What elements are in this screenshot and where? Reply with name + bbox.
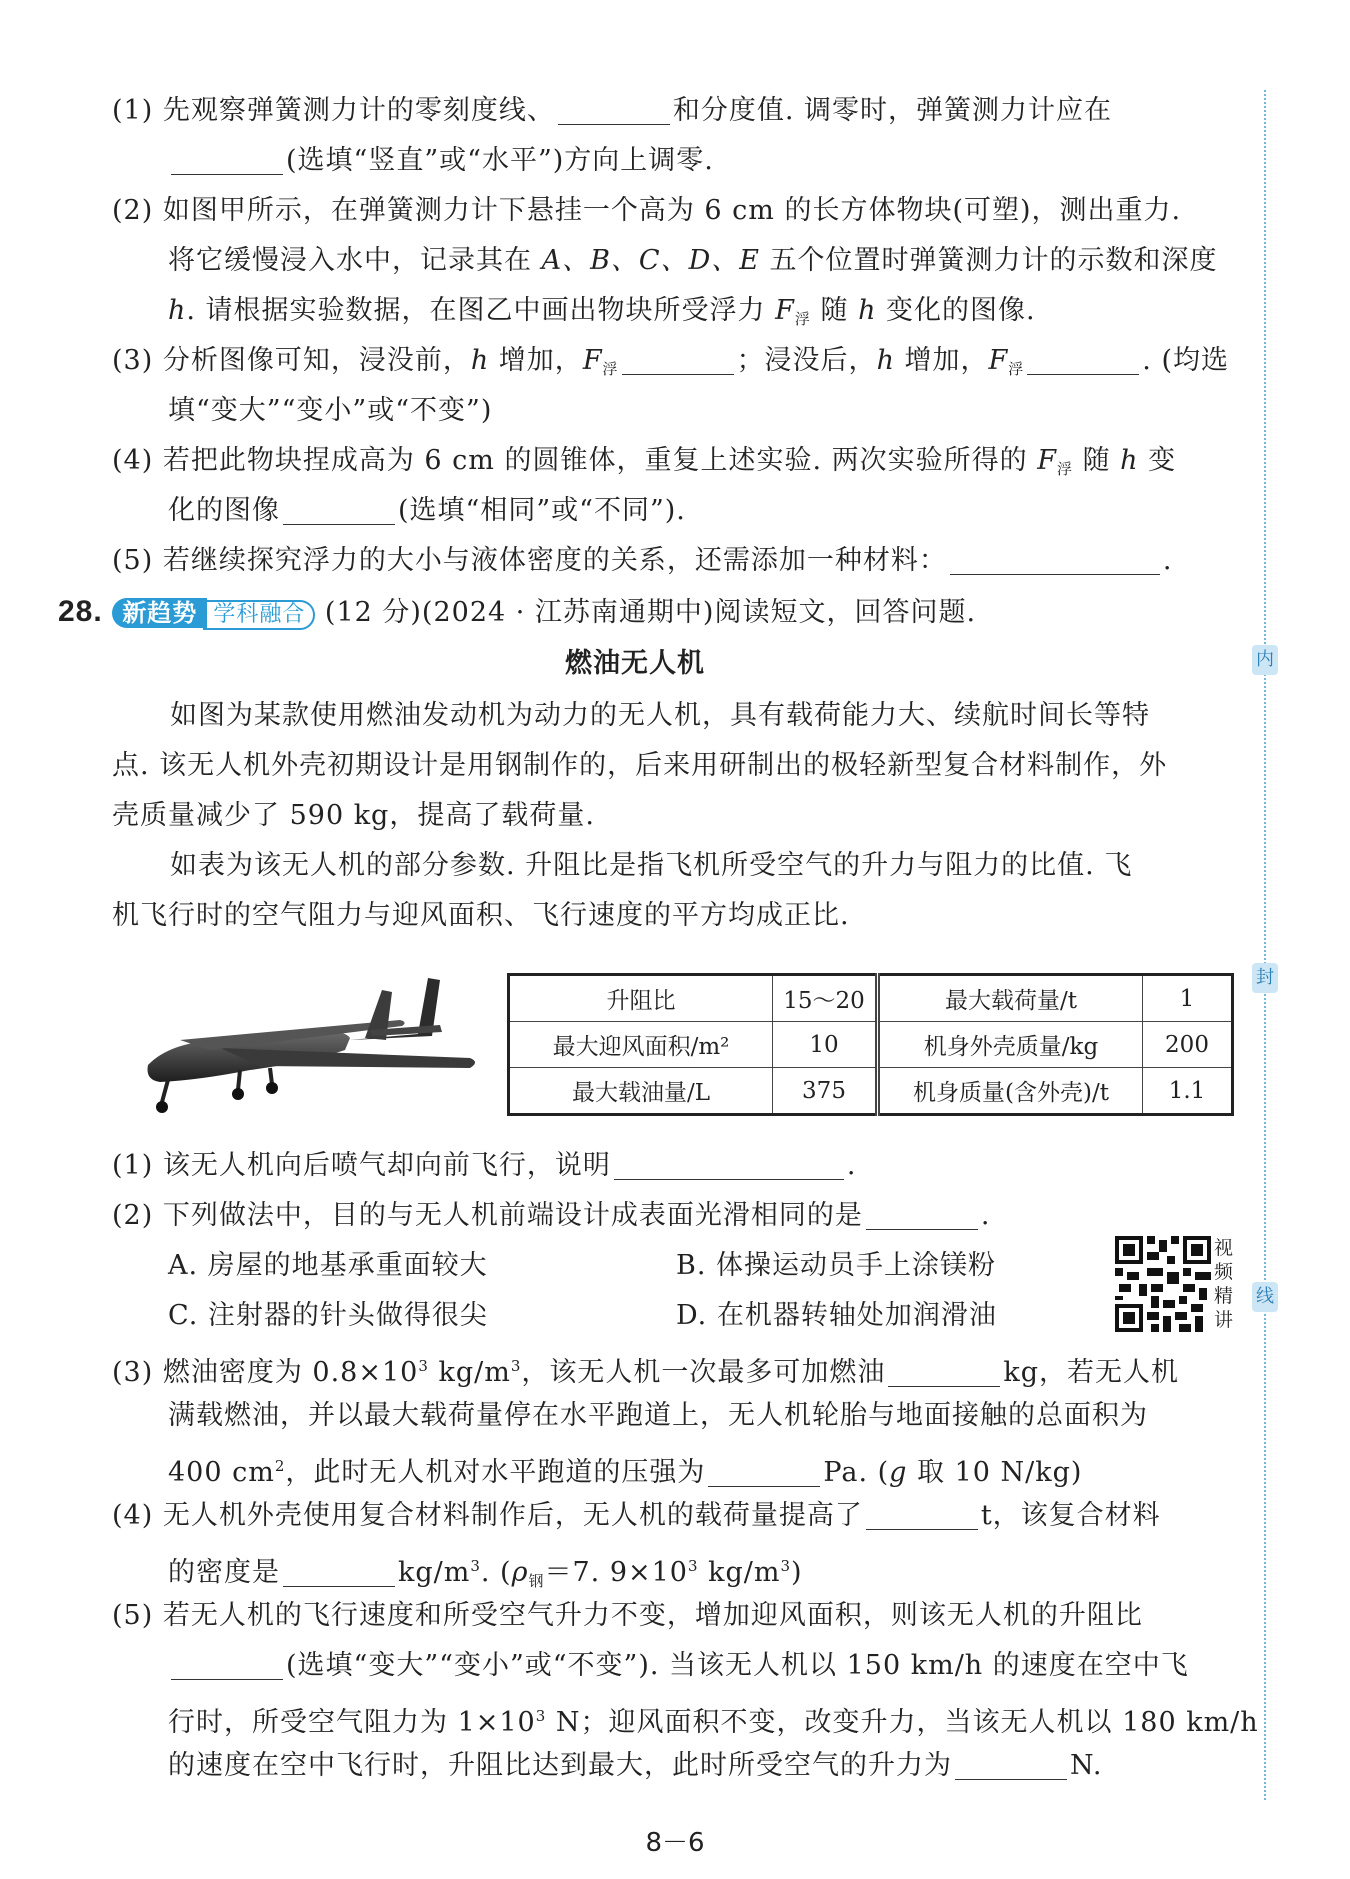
option-d[interactable]: D. 在机器转轴处加润滑油 (676, 1300, 997, 1331)
table-row: 最大载油量/L 375 机身质量(含外壳)/t 1.1 (509, 1068, 1233, 1115)
qr-code-icon[interactable] (1115, 1236, 1211, 1332)
q28-header: 28. 新趋势 学科融合 (12 分)(2024 · 江苏南通期中)阅读短文，回答问题. (58, 595, 977, 628)
drone-image (140, 970, 480, 1120)
q27-part2-line2: 将它缓慢浸入水中，记录其在 A、B、C、D、E 五个位置时弹簧测力计的示数和深度 (168, 245, 1218, 276)
q28-part4-line1: (4) 无人机外壳使用复合材料制作后，无人机的载荷量提高了 t，该复合材料 (112, 1500, 1161, 1531)
answer-blank[interactable] (955, 1751, 1067, 1780)
question-number: 28. (58, 595, 103, 628)
answer-blank[interactable] (708, 1458, 820, 1487)
answer-blank[interactable] (283, 1558, 395, 1587)
parameter-table (507, 973, 1234, 1116)
answer-blank[interactable] (171, 1651, 283, 1680)
option-a[interactable]: A. 房屋的地基承重面较大 (168, 1250, 488, 1281)
q27-part3-line2: 填“变大”“变小”或“不变”) (168, 395, 493, 426)
answer-blank[interactable] (950, 546, 1160, 575)
badge-subject-fusion: 学科融合 (203, 600, 315, 630)
q28-part3-line1: (3) 燃油密度为 $0.8\times 10^3$ $kg/m^3$，该无人机一次最多可加燃油 kg，若无人机 (112, 1357, 1180, 1388)
side-mark-xian: 线 (1252, 1282, 1278, 1312)
side-mark-feng: 封 (1252, 963, 1278, 993)
table-row: 升阻比 15～20 最大载荷量/t 1 (509, 975, 1233, 1022)
answer-blank[interactable] (1027, 346, 1139, 375)
passage-p1-l1: 如图为某款使用燃油发动机为动力的无人机，具有载荷能力大、续航时间长等特 (170, 700, 1150, 731)
passage-title: 燃油无人机 (565, 648, 705, 679)
q28-part5-line2: (选填“变大”“变小”或“不变”). 当该无人机以 150 km/h 的速度在空中飞 (168, 1647, 1189, 1685)
q27-part4-line2: 化的图像 (选填“相同”或“不同”). (168, 495, 686, 526)
q27-part1-line2: (选填“竖直”或“水平”)方向上调零. (168, 142, 714, 180)
q28-part5-line1: (5) 若无人机的飞行速度和所受空气升力不变，增加迎风面积，则该无人机的升阻比 (112, 1600, 1143, 1631)
passage-p1-l3: 壳质量减少了 590 kg，提高了载荷量. (112, 800, 595, 831)
table-row: 最大迎风面积/m² 10 机身外壳质量/kg 200 (509, 1022, 1233, 1068)
answer-blank[interactable] (171, 146, 283, 175)
q28-part1: (1) 该无人机向后喷气却向前飞行，说明 . (112, 1150, 857, 1181)
option-c[interactable]: C. 注射器的针头做得很尖 (168, 1300, 488, 1331)
option-b[interactable]: B. 体操运动员手上涂镁粉 (676, 1250, 997, 1281)
answer-blank[interactable] (866, 1501, 978, 1530)
q28-part3-line3: 400 $cm^2$，此时无人机对水平跑道的压强为 Pa. (g 取 10 N/kg) (168, 1457, 1083, 1488)
answer-blank[interactable] (866, 1201, 978, 1230)
q27-part4-line1: (4) 若把此物块捏成高为 6 cm 的圆锥体，重复上述实验. 两次实验所得的 $F_浮$ 随 h 变 (112, 445, 1177, 478)
q27-part2-line1: (2) 如图甲所示，在弹簧测力计下悬挂一个高为 6 cm 的长方体物块(可塑)，测出重力. (112, 195, 1182, 226)
passage-p2-l2: 机飞行时的空气阻力与迎风面积、飞行速度的平方均成正比. (112, 900, 850, 931)
q28-part5-line4: 的速度在空中飞行时，升阻比达到最大，此时所受空气的升力为 N. (168, 1750, 1103, 1781)
qr-label: 视频精讲 (1214, 1237, 1234, 1331)
q28-part3-line2: 满载燃油，并以最大载荷量停在水平跑道上，无人机轮胎与地面接触的总面积为 (168, 1400, 1148, 1431)
q28-part2: (2) 下列做法中，目的与无人机前端设计成表面光滑相同的是 . (112, 1200, 991, 1231)
q28-part4-line2: 的密度是 $kg/m^3$. ($\rho_钢=7$. $9\times 10^3$ $kg/m^3$) (168, 1557, 803, 1590)
passage-p1-l2: 点. 该无人机外壳初期设计是用钢制作的，后来用研制出的极轻新型复合材料制作，外 (112, 750, 1168, 781)
badge-new-trend: 新趋势 (112, 598, 207, 628)
answer-blank[interactable] (888, 1358, 1000, 1387)
answer-blank[interactable] (558, 96, 670, 125)
q27-part5: (5) 若继续探究浮力的大小与液体密度的关系，还需添加一种材料： . (112, 545, 1173, 576)
answer-blank[interactable] (283, 496, 395, 525)
q27-part1-line1: (1) 先观察弹簧测力计的零刻度线、 和分度值. 调零时，弹簧测力计应在 (112, 95, 1112, 126)
answer-blank[interactable] (614, 1151, 844, 1180)
passage-p2-l1: 如表为该无人机的部分参数. 升阻比是指飞机所受空气的升力与阻力的比值. 飞 (170, 850, 1133, 881)
q27-part3-line1: (3) 分析图像可知，浸没前，h 增加，$F_浮$ ；浸没后，h 增加，$F_浮$ . (均选 (112, 345, 1229, 378)
page-number: 8－6 (645, 1828, 705, 1858)
answer-blank[interactable] (622, 346, 734, 375)
side-mark-nei: 内 (1252, 645, 1278, 675)
binding-line (1264, 90, 1266, 1800)
q27-part2-line3: h. 请根据实验数据，在图乙中画出物块所受浮力 $F_浮$ 随 h 变化的图像. (168, 295, 1036, 328)
q28-part5-line3: 行时，所受空气阻力为 $1\times 10^3$ N；迎风面积不变，改变升力，当该无人机以 180 km/h (168, 1707, 1259, 1738)
